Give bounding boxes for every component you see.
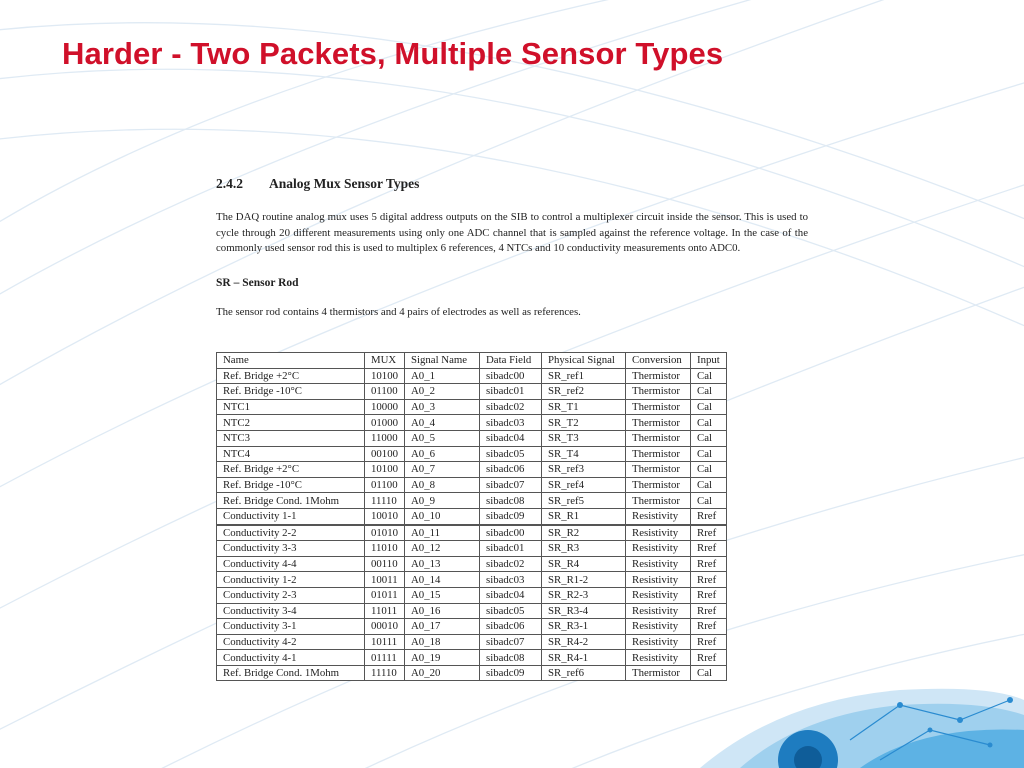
table-row [217,415,727,431]
table-cell: Conductivity 3-3 [217,541,365,557]
header-cell: Physical Signal [542,353,626,369]
table-row [217,430,727,446]
header-cell: Conversion [626,353,691,369]
table-cell: sibadc01 [480,541,542,557]
table-cell: 10010 [365,508,405,524]
table-cell: SR_ref4 [542,477,626,493]
table-cell: Ref. Bridge +2°C [217,462,365,478]
section-title: Analog Mux Sensor Types [269,176,420,191]
table-cell: Cal [691,384,727,400]
header-cell: Name [217,353,365,369]
table-cell: 00010 [365,619,405,635]
table-cell: Rref [691,572,727,588]
table-cell: Rref [691,603,727,619]
table-row [217,650,727,666]
table-cell: 00100 [365,446,405,462]
table-cell: sibadc02 [480,556,542,572]
table-cell: Rref [691,634,727,650]
table-cell: A0_1 [405,368,480,384]
table-cell: Ref. Bridge Cond. 1Mohm [217,665,365,681]
table-cell: Cal [691,477,727,493]
table-cell: Thermistor [626,462,691,478]
table-cell: sibadc06 [480,462,542,478]
table-cell: Cal [691,462,727,478]
slide-title: Harder - Two Packets, Multiple Sensor Types [62,36,724,71]
table-row [217,477,727,493]
table-cell: A0_15 [405,587,480,603]
table-cell: SR_R3-4 [542,603,626,619]
table-cell: Conductivity 1-1 [217,508,365,524]
table-row [217,368,727,384]
table-cell: Thermistor [626,477,691,493]
table-cell: sibadc09 [480,665,542,681]
table-cell: A0_18 [405,634,480,650]
table-cell: A0_3 [405,399,480,415]
table-cell: 11000 [365,430,405,446]
table-cell: SR_R2 [542,525,626,541]
table-cell: sibadc09 [480,508,542,524]
table-cell: 10111 [365,634,405,650]
table-cell: 10000 [365,399,405,415]
section-heading [216,176,808,192]
table-cell: 01100 [365,384,405,400]
table-cell: SR_ref5 [542,493,626,509]
table-cell: sibadc02 [480,399,542,415]
table-cell: SR_ref1 [542,368,626,384]
table-cell: A0_9 [405,493,480,509]
table-row [217,619,727,635]
table-cell: Rref [691,587,727,603]
header-cell: Signal Name [405,353,480,369]
table-cell: A0_14 [405,572,480,588]
table-cell: SR_R4-2 [542,634,626,650]
globe-graphic [700,689,1024,768]
table-cell: SR_ref3 [542,462,626,478]
table-cell: Thermistor [626,415,691,431]
table-row [217,399,727,415]
table-cell: Rref [691,650,727,666]
table-cell: sibadc05 [480,603,542,619]
table-cell: sibadc03 [480,572,542,588]
table-cell: Rref [691,619,727,635]
table-cell: SR_R1-2 [542,572,626,588]
table-cell: A0_17 [405,619,480,635]
table-cell: SR_R1 [542,508,626,524]
table-cell: NTC4 [217,446,365,462]
document-excerpt [216,176,808,318]
table-cell: 01111 [365,650,405,666]
table-row [217,572,727,588]
table-cell: Resistivity [626,603,691,619]
table-cell: SR_T3 [542,430,626,446]
table-cell: A0_16 [405,603,480,619]
header-cell: Data Field [480,353,542,369]
table-cell: Cal [691,665,727,681]
table-cell: 11110 [365,493,405,509]
table-cell: SR_R4 [542,556,626,572]
table-cell: Resistivity [626,650,691,666]
table-cell: 01100 [365,477,405,493]
table-cell: Cal [691,415,727,431]
table-cell: sibadc07 [480,477,542,493]
table-cell: Resistivity [626,508,691,524]
table-cell: Resistivity [626,634,691,650]
table-cell: sibadc01 [480,384,542,400]
table-cell: Thermistor [626,493,691,509]
table-cell: A0_8 [405,477,480,493]
table-cell: SR_R3 [542,541,626,557]
table-cell: 01000 [365,415,405,431]
table-cell: SR_R4-1 [542,650,626,666]
table-cell: Rref [691,541,727,557]
table-cell: A0_12 [405,541,480,557]
table-cell: 01011 [365,587,405,603]
table-cell: sibadc04 [480,587,542,603]
table-cell: Conductivity 4-2 [217,634,365,650]
table-cell: sibadc03 [480,415,542,431]
table-cell: A0_10 [405,508,480,524]
table-row [217,556,727,572]
sensor-rod-heading: SR – Sensor Rod [216,276,299,289]
table-cell: 11110 [365,665,405,681]
table-cell: A0_4 [405,415,480,431]
table-cell: NTC1 [217,399,365,415]
table-row [217,493,727,509]
table-cell: A0_11 [405,525,480,541]
table-cell: A0_13 [405,556,480,572]
table-cell: A0_20 [405,665,480,681]
section-number: 2.4.2 [216,176,243,191]
table-cell: 10100 [365,462,405,478]
table-cell: Thermistor [626,446,691,462]
table-cell: NTC2 [217,415,365,431]
table-cell: SR_R3-1 [542,619,626,635]
table-cell: 11010 [365,541,405,557]
table-cell: Rref [691,525,727,541]
table-cell: Cal [691,399,727,415]
table-row [217,665,727,681]
sensor-rod-intro: The sensor rod contains 4 thermistors and 4 pairs of electrodes as well as references. [216,305,581,318]
table-row [217,603,727,619]
table-cell: Resistivity [626,587,691,603]
table-cell: A0_7 [405,462,480,478]
table-cell: Rref [691,508,727,524]
table-row [217,541,727,557]
table-cell: Conductivity 4-4 [217,556,365,572]
table-cell: Resistivity [626,619,691,635]
table-cell: sibadc08 [480,650,542,666]
table-row [217,446,727,462]
table-cell: Conductivity 2-2 [217,525,365,541]
table-cell: Conductivity 3-1 [217,619,365,635]
table-cell: sibadc05 [480,446,542,462]
table-cell: Rref [691,556,727,572]
table-cell: Conductivity 1-2 [217,572,365,588]
table-cell: Thermistor [626,399,691,415]
table-cell: sibadc08 [480,493,542,509]
description-paragraph: The DAQ routine analog mux uses 5 digital address outputs on the SIB to control a multiplexer circuit inside the sensor. This is used to cycle through 20 different measurements using only one ADC channel that is sampled against the reference voltage. In the case of the commonly used sensor rod this is used to multiplex 6 references, 4 NTCs and 10 conductivity measurements onto ADC0. [216,211,808,254]
table-cell: Thermistor [626,384,691,400]
table-row [217,634,727,650]
table-cell: NTC3 [217,430,365,446]
table-row [217,508,727,524]
table-cell: sibadc06 [480,619,542,635]
table-cell: sibadc07 [480,634,542,650]
table-row [217,384,727,400]
table-cell: Resistivity [626,572,691,588]
table-cell: Cal [691,446,727,462]
table-cell: Ref. Bridge +2°C [217,368,365,384]
table-cell: A0_2 [405,384,480,400]
table-cell: SR_T1 [542,399,626,415]
table-cell: A0_6 [405,446,480,462]
table-cell: SR_T2 [542,415,626,431]
table-cell: sibadc00 [480,525,542,541]
table-cell: 00110 [365,556,405,572]
table-cell: Thermistor [626,430,691,446]
table-cell: 11011 [365,603,405,619]
table-cell: Ref. Bridge -10°C [217,477,365,493]
table-row [217,587,727,603]
sensor-types-table [216,352,727,681]
table-cell: sibadc00 [480,368,542,384]
table-cell: SR_R2-3 [542,587,626,603]
table-cell: Ref. Bridge Cond. 1Mohm [217,493,365,509]
table-cell: Conductivity 3-4 [217,603,365,619]
table-cell: 01010 [365,525,405,541]
table-cell: Cal [691,493,727,509]
table-row [217,462,727,478]
table-row [217,525,727,541]
table-cell: 10100 [365,368,405,384]
table-cell: SR_ref2 [542,384,626,400]
table-cell: Cal [691,430,727,446]
table-cell: Conductivity 2-3 [217,587,365,603]
table-cell: Thermistor [626,368,691,384]
table-cell: Resistivity [626,541,691,557]
table-cell: Cal [691,368,727,384]
table-body [217,368,727,681]
table-cell: Resistivity [626,525,691,541]
table-cell: Thermistor [626,665,691,681]
table-cell: SR_ref6 [542,665,626,681]
header-cell: Input [691,353,727,369]
header-cell: MUX [365,353,405,369]
table-cell: Resistivity [626,556,691,572]
table-cell: SR_T4 [542,446,626,462]
table-cell: 10011 [365,572,405,588]
table-cell: Ref. Bridge -10°C [217,384,365,400]
table-header-row [217,353,727,369]
table-cell: A0_19 [405,650,480,666]
table-cell: A0_5 [405,430,480,446]
table-cell: sibadc04 [480,430,542,446]
table-cell: Conductivity 4-1 [217,650,365,666]
